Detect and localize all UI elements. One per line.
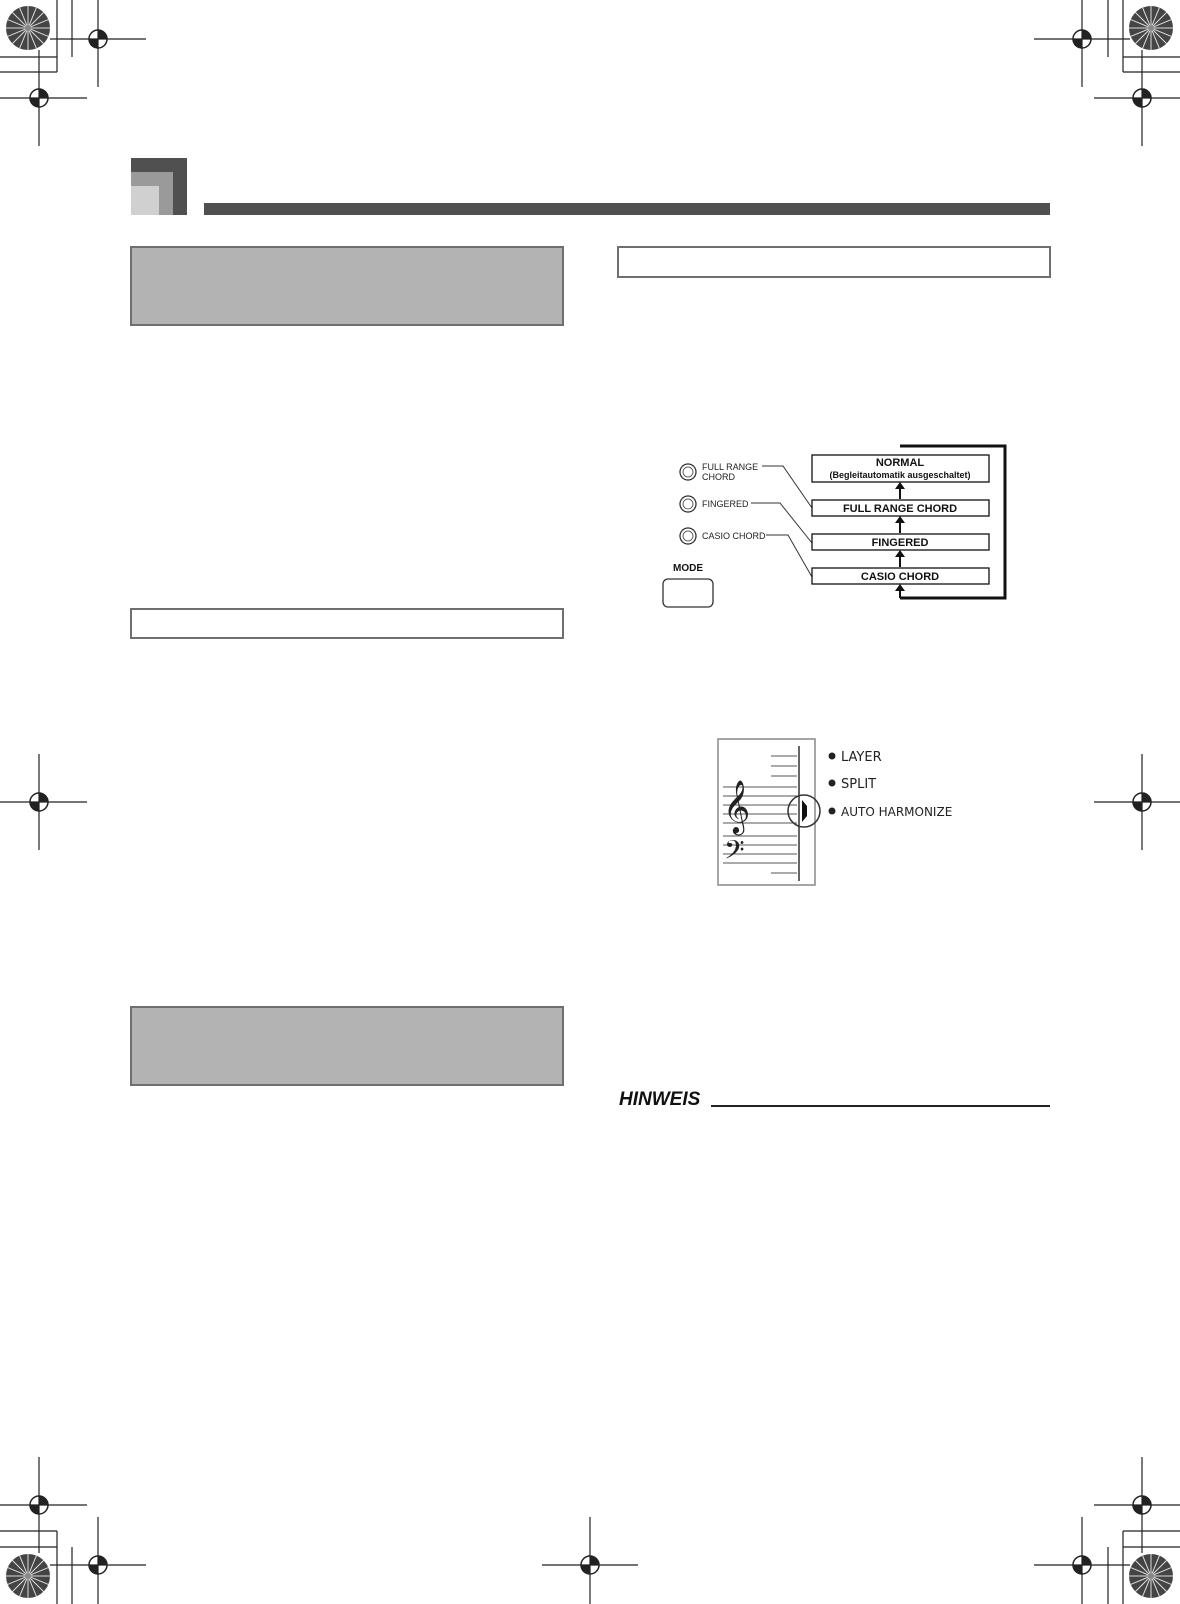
bullet-icon xyxy=(829,780,836,787)
led-label-full-range-2: CHORD xyxy=(702,472,735,482)
bullet-icon xyxy=(829,753,836,760)
chapter-header-bar xyxy=(204,203,1050,215)
led-indicator-full-range xyxy=(680,464,696,480)
right-subsection-heading-box xyxy=(617,246,1051,278)
indicator-label-auto-harmonize: AUTO HARMONIZE xyxy=(841,805,953,819)
indicator-label-layer: LAYER xyxy=(841,750,882,765)
mode-box-casio-chord-label: CASIO CHORD xyxy=(860,571,940,583)
bullet-icon xyxy=(829,808,836,815)
indicator-label-split: SPLIT xyxy=(841,777,877,792)
section-heading-box-1 xyxy=(130,246,564,326)
section-heading-box-2 xyxy=(130,1006,564,1086)
mode-box-normal-line1: NORMAL xyxy=(875,457,925,469)
bass-clef-icon: 𝄢 xyxy=(724,834,745,872)
mode-box-full-range-chord-label: FULL RANGE CHORD xyxy=(842,503,958,515)
led-label-full-range-1: FULL RANGE xyxy=(702,462,759,472)
subsection-heading-box xyxy=(130,608,564,639)
mode-label: MODE xyxy=(673,563,703,574)
mode-box-fingered-label: FINGERED xyxy=(871,537,929,549)
mode-button[interactable] xyxy=(663,579,713,607)
chapter-icon xyxy=(131,158,187,215)
note-heading: HINWEIS xyxy=(619,1089,701,1110)
treble-clef-icon: 𝄞 xyxy=(723,779,751,833)
led-label-fingered: FINGERED xyxy=(702,499,749,509)
led-label-casio-chord: CASIO CHORD xyxy=(702,531,766,541)
mode-box-normal-line2: (Begleitautomatik ausgeschaltet) xyxy=(829,470,971,480)
note-heading-rule xyxy=(711,1105,1050,1107)
display-indicator-diagram xyxy=(715,736,965,888)
led-indicator-casio-chord xyxy=(680,528,696,544)
led-indicator-fingered xyxy=(680,496,696,512)
accompaniment-mode-diagram xyxy=(660,440,1020,615)
